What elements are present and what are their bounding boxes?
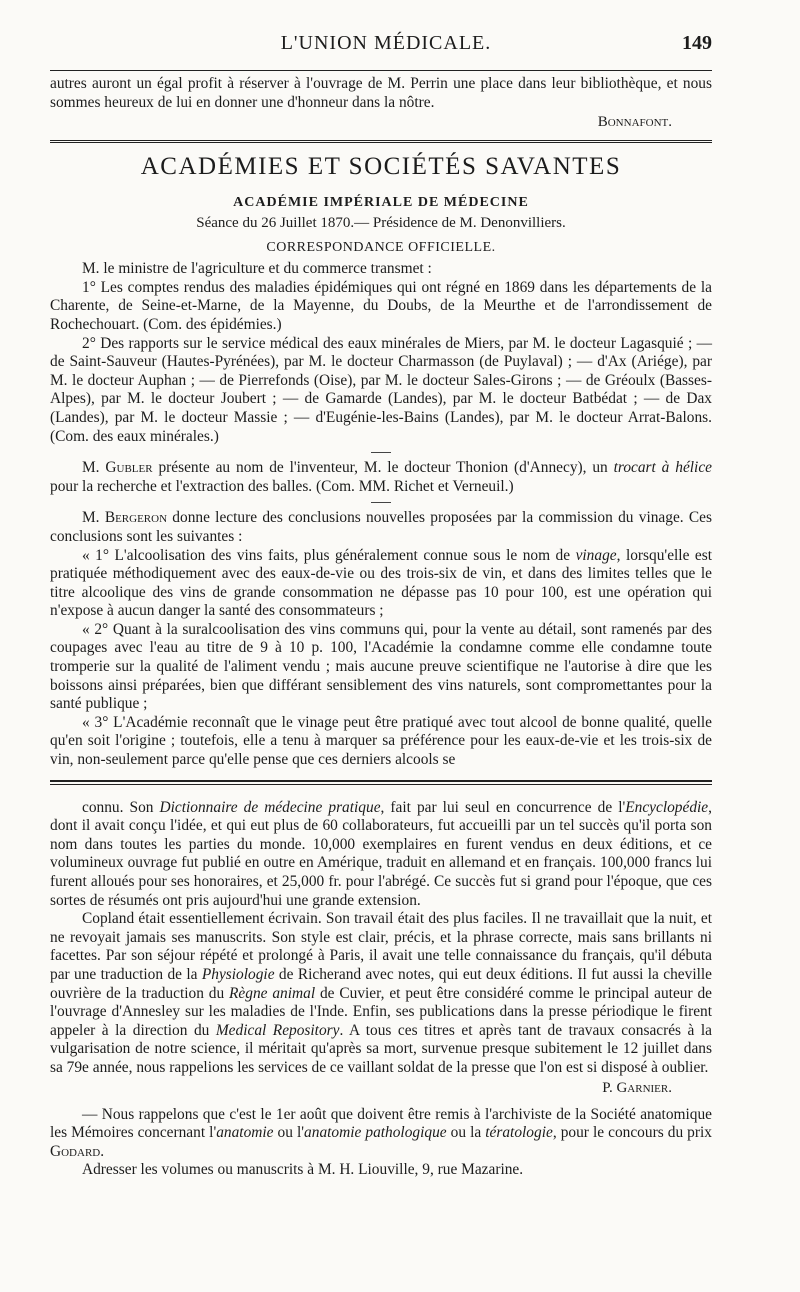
copland-paragraph-1: connu. Son Dictionnaire de médecine pratique, fait par lui seul en concurrence de l'Encyclopédie, dont il avait conçu l'idée, et qui eut plus de 60 collaborateurs, fut accueilli par un tel succès qu'il porta son nom dans toutes les parties du monde. 10,000 exemplaires en furent vendus en deux éditions, et ce volumineux ouvrage fut publié en outre en Amérique, traduit en allemand et en français. 100,000 francs lui furent alloués pour ses honoraires, et 25,000 fr. pour l'abrégé. Ce succès fut si grand pour l'époque, que ces sortes de résumés ont pris aujourd'hui une grande extension. [50, 798, 712, 909]
term-trocart: trocart à hélice [613, 459, 712, 477]
separator [371, 502, 391, 503]
seance-line: Séance du 26 Juillet 1870.— Présidence de M. Denonvilliers. [196, 215, 566, 232]
name-godard: Godard [50, 1142, 101, 1160]
page-number: 149 [682, 32, 712, 54]
separator [371, 452, 391, 453]
paragraph-epidemies: 1° Les comptes rendus des maladies épidémiques qui ont régné en 1869 dans les départements de la Charente, de Seine-et-Marne, de la Mayenne, du Doubs, de la Meurthe et de l'arrondissement de Rochechouart. (Com. des épidémies.) [50, 278, 712, 333]
paragraph-eaux-minerales: 2° Des rapports sur le service médical des eaux minérales de Miers, par M. le docteur Lagasquié ; — de Saint-Sauveur (Hautes-Pyrénées), par M. le docteur Charmasson (de Puylaval) ; — d'Ax (Ariége), par M. le docteur Auphan ; — de Pierrefonds (Oise), par M. le docteur Sales-Girons ; — de Gréoulx (Basses-Alpes), par M. le docteur Joubert ; — de Gamarde (Landes), par M. le docteur Batbédat ; — de Dax (Landes), par M. le docteur Massie ; — d'Eugénie-les-Bains (Landes), par M. le docteur Arrat-Balons. (Com. des eaux minérales.) [50, 334, 712, 445]
feuilleton-rule [50, 780, 712, 785]
notice-societe-anatomique: — Nous rappelons que c'est le 1er août que doivent être remis à l'archiviste de la Société anatomique les Mémoires concernant l'anatomie ou l'anatomie pathologique ou la tératologie, pour le concours du prix Godard. [50, 1105, 712, 1160]
paragraph-ministre: M. le ministre de l'agriculture et du commerce transmet : [82, 260, 432, 278]
section-rule [50, 140, 712, 145]
conclusion-2: « 2° Quant à la suralcoolisation des vins communs qui, pour la vente au détail, sont ramenés par des coupages avec l'eau au titre de 9 à 10 p. 100, l'Académie la condamne comme elle condamne toute tromperie sur la qualité de l'aliment vendu ; mais aucune preuve scientifique ne l'autorise à dire que les boissons ainsi préparées, bien que différant sensiblement des vins naturels, sont compromettantes pour la santé publique ; [50, 620, 712, 713]
paragraph-bergeron: M. Bergeron donne lecture des conclusions nouvelles proposées par la commission du vinage. Ces conclusions sont les suivantes : [50, 509, 712, 545]
term-vinage: vinage [575, 546, 617, 564]
name-bergeron: Bergeron [104, 509, 168, 527]
correspondence-heading: CORRESPONDANCE OFFICIELLE. [266, 240, 496, 256]
signature-garnier: P. Garnier. [602, 1079, 672, 1096]
copland-paragraph-2: Copland était essentiellement écrivain. Son travail était des plus faciles. Il ne travaillait que la nuit, et ne revoyait jamais ses manuscrits. Son style est clair, précis, et la phrase correcte, mais sans brillants ni facettes. Par son séjour répété et prolongé à Paris, il avait une telle connaissance du français, qu'il débuta par une traduction de la Physiologie de Richerand avec notes, qui eut deux éditions. Il fut aussi la cheville ouvrière de la traduction du Règne animal de Cuvier, et peut être considéré comme le principal auteur de l'ouvrage d'Annesley sur les maladies de l'Inde. Enfin, ses publications dans la presse périodique le firent appeler à la direction du Medical Repository. A tous ces titres et après tant de travaux consacrés à la vulgarisation de notre science, il méritait qu'après sa mort, survenue presque subitement le 12 juillet dans sa 79e année, nous rappelions les services de ce vaillant soldat de la presse que l'on est si disposé à oublier. [50, 910, 712, 1076]
journal-title: L'UNION MÉDICALE. [280, 32, 492, 54]
conclusion-1: « 1° L'alcoolisation des vins faits, plus généralement connue sous le nom de vinage, lorsqu'elle est pratiquée méthodiquement avec des eaux-de-vie ou des trois-six de vin, et dans des limites telles que le titre alcoolique des vins de grande consommation ne dépasse pas 10 pour 100, est une opération qui n'expose à aucun danger la santé des consommateurs ; [50, 546, 712, 620]
page-header [50, 22, 712, 68]
paragraph-gubler: M. Gubler présente au nom de l'inventeur, M. le docteur Thonion (d'Annecy), un trocart à hélice pour la recherche et l'extraction des balles. (Com. MM. Richet et Verneuil.) [50, 459, 712, 495]
section-title: ACADÉMIES ET SOCIÉTÉS SAVANTES [140, 153, 622, 181]
name-gubler: Gubler [105, 459, 153, 477]
notice-address: Adresser les volumes ou manuscrits à M. H. Liouville, 9, rue Mazarine. [82, 1161, 524, 1179]
academy-heading: ACADÉMIE IMPÉRIALE DE MÉDECINE [233, 195, 529, 211]
signature-bonnafont: Bonnafont. [597, 114, 672, 131]
previous-article-ending: autres auront un égal profit à réserver à l'ouvrage de M. Perrin une place dans leur bibliothèque, et nous sommes heureux de lui en donner une d'honneur dans la nôtre. [50, 75, 712, 111]
header-rule [50, 70, 712, 71]
conclusion-3: « 3° L'Académie reconnaît que le vinage peut être pratiqué avec tout alcool de bonne qualité, quelle qu'en soit l'origine ; toutefois, elle a tenu à marquer sa préférence pour les eaux-de-vie et les trois-six de vin, non-seulement parce qu'elle pense que ces derniers alcools se [50, 713, 712, 769]
